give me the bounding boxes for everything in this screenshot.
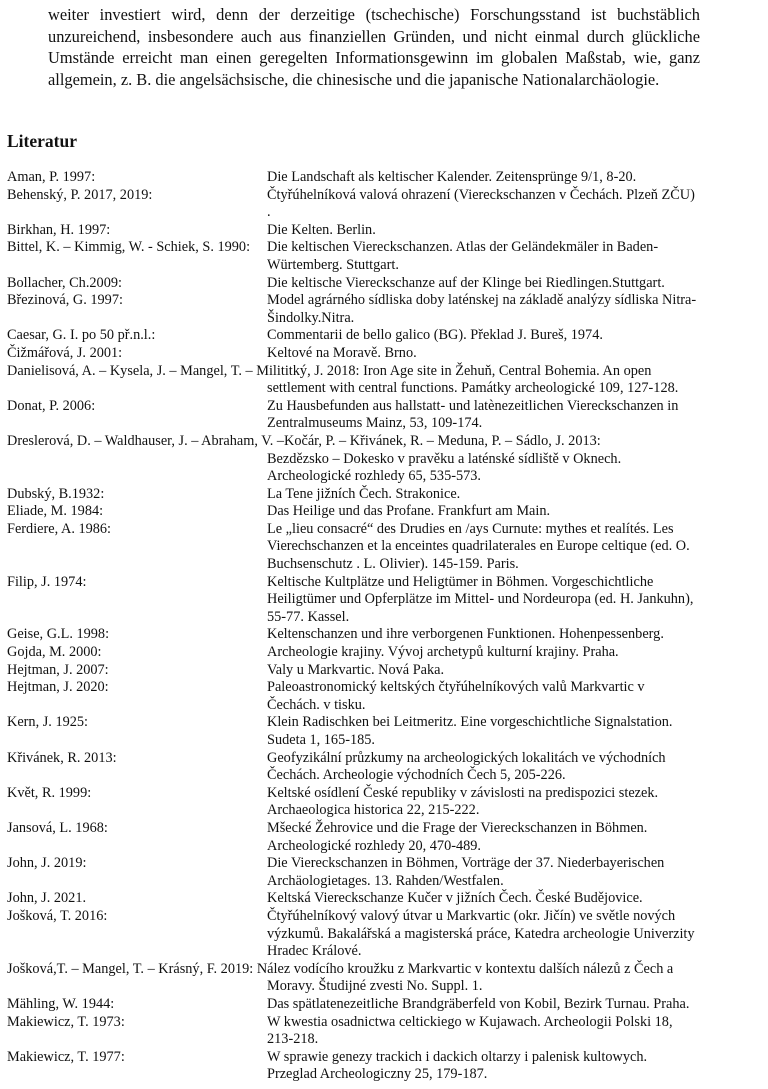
reference-entry xyxy=(7,398,752,433)
reference-work: W kwestia osadnictwa celtickiego w Kujawach. Archeologii Polski 18, 213-218. xyxy=(267,1013,673,1048)
reference-author: Dubský, B.1932: xyxy=(7,485,105,502)
reference-author: Jansová, L. 1968: xyxy=(7,819,108,836)
reference-work: Valy u Markvartic. Nová Paka. xyxy=(267,661,445,678)
reference-entry xyxy=(7,239,752,274)
reference-entry xyxy=(7,820,752,855)
reference-author: Čižmářová, J. 2001: xyxy=(7,344,123,361)
reference-work: Die Kelten. Berlin. xyxy=(267,221,376,238)
reference-work: Mšecké Žehrovice und die Frage der Viereckschanzen in Böhmen. Archeologické rozhledy 20, 470-489. xyxy=(267,819,648,854)
reference-work: Čtyřúhelníková valová ohrazení (Viereckschanzen v Čechách. Plzeň ZČU) . xyxy=(267,186,695,221)
reference-author: Aman, P. 1997: xyxy=(7,169,96,185)
reference-work: Keltenschanzen und ihre verborgenen Funktionen. Hohenpessenberg. xyxy=(267,626,664,643)
reference-entry xyxy=(7,996,752,1014)
reference-entry xyxy=(7,662,752,680)
reference-author: Geise, G.L. 1998: xyxy=(7,626,110,643)
reference-author: Bittel, K. – Kimmig, W. - Schiek, S. 1990: xyxy=(7,239,251,256)
reference-entry xyxy=(7,574,752,627)
reference-entry xyxy=(7,521,752,574)
reference-author: Kern, J. 1925: xyxy=(7,714,89,731)
reference-work: Die keltische Viereckschanze auf der Klinge bei Riedlingen.Stuttgart. xyxy=(267,274,665,291)
reference-author: Filip, J. 1974: xyxy=(7,573,87,590)
reference-work: Das Heilige und das Profane. Frankfurt am Main. xyxy=(267,503,551,520)
reference-author: Gojda, M. 2000: xyxy=(7,644,102,661)
reference-work: Die Viereckschanzen in Böhmen, Vorträge der 37. Niederbayerischen Archäologietages. 13. Rahden/Westfalen. xyxy=(267,855,665,889)
reference-author: Birkhan, H. 1997: xyxy=(7,221,111,238)
reference-author: Květ, R. 1999: xyxy=(7,784,92,801)
intro-paragraph: weiter investiert wird, denn der derzeitige (tschechische) Forschungsstand ist buchstäblich unzureichend, insbesondere auch aus finanziellen Gründen, und nicht einmal durch glückliche Umstände erreicht man einen geregelten Informationsgewinn im globalen Maßstab, wie, ganz allgemein, z. B. die angelsächsische, die chinesische und die japanische Nationalarchäologie. xyxy=(48,5,700,89)
reference-entry xyxy=(7,363,752,398)
reference-work-continuation: Moravy. Študijné zvesti No. Suppl. 1. xyxy=(267,978,483,995)
reference-author: Eliade, M. 1984: xyxy=(7,503,104,520)
reference-entry xyxy=(7,644,752,662)
reference-work: W sprawie genezy trackich i dackich oltarzy i palenisk kultowych. Przeglad Archeologiczny 25, 179-187. xyxy=(267,1048,648,1083)
reference-work: Keltové na Moravě. Brno. xyxy=(267,344,417,361)
reference-work: Die keltischen Viereckschanzen. Atlas der Geländekmäler in Baden-Würtemberg. Stuttgart. xyxy=(267,239,659,273)
reference-entry xyxy=(7,855,752,890)
reference-work: Čtyřúhelníkový valový útvar u Markvartic (okr. Jičín) ve světle nových výzkumů. Bakalářská a magisterská práce, Katedra archeologie Univerzity Hradec Králové. xyxy=(267,907,695,960)
reference-entry xyxy=(7,292,752,327)
reference-work-continuation: settlement with central functions. Památky archeologické 109, 127-128. xyxy=(267,380,679,397)
reference-entry xyxy=(7,714,752,749)
reference-author: Bollacher, Ch.2009: xyxy=(7,274,122,291)
reference-work: Nález vodícího kroužku z Markvartic v kontextu dalších nálezů z Čech a xyxy=(256,960,674,977)
reference-entry xyxy=(7,679,752,714)
reference-entry xyxy=(7,785,752,820)
reference-entry xyxy=(7,961,752,996)
reference-work: Keltische Kultplätze und Heligtümer in Böhmen. Vorgeschichtliche Heiligtümer und Opferplätze im Mittel- und Nordeuropa (ed. H. Jankuhn), 55-77. Kassel. xyxy=(267,573,694,625)
reference-author: Jošková,T. – Mangel, T. – Krásný, F. 2019: xyxy=(7,960,254,977)
reference-work: Paleoastronomický keltských čtyřúhelníkových valů Markvartic v Čechách. v tisku. xyxy=(267,679,645,713)
reference-work: Zu Hausbefunden aus hallstatt- und latènezeitlichen Viereckschanzen in Zentralmuseums Mainz, 53, 109-174. xyxy=(267,397,679,432)
reference-entry xyxy=(7,503,752,521)
reference-author: Caesar, G. I. po 50 př.n.l.: xyxy=(7,327,156,344)
reference-author: Dreslerová, D. – Waldhauser, J. – Abraham, V. –Kočár, P. – Křivánek, R. – Meduna, P. – Sádlo, J. 2013: xyxy=(7,432,601,449)
reference-work: Archeologie krajiny. Vývoj archetypů kulturní krajiny. Praha. xyxy=(267,644,619,661)
reference-entry xyxy=(7,1049,752,1084)
reference-author: Březinová, G. 1997: xyxy=(7,292,123,309)
reference-entry xyxy=(7,890,752,908)
reference-work: Commentarii de bello galico (BG). Překlad J. Bureš, 1974. xyxy=(267,327,603,344)
reference-author: Danielisová, A. – Kysela, J. – Mangel, T. – Milititký, J. 2018: xyxy=(7,362,360,379)
reference-author: Hejtman, J. 2020: xyxy=(7,679,109,696)
reference-work: Model agrárného sídliska doby laténskej na základě analýzy sídliska Nitra-Šindolky.Nitra. xyxy=(267,292,697,326)
reference-entry xyxy=(7,486,752,504)
reference-list xyxy=(7,169,752,1084)
reference-work: Keltská Viereckschanze Kučer v jižních Čech. České Budějovice. xyxy=(267,890,643,907)
reference-entry xyxy=(7,187,752,222)
reference-entry xyxy=(7,169,752,187)
reference-entry xyxy=(7,222,752,240)
reference-entry xyxy=(7,626,752,644)
reference-entry xyxy=(7,275,752,293)
reference-author: Jošková, T. 2016: xyxy=(7,907,108,924)
reference-work: Iron Age site in Žehuň, Central Bohemia. An open xyxy=(363,362,652,379)
reference-author: Hejtman, J. 2007: xyxy=(7,661,109,678)
reference-work: Die Landschaft als keltischer Kalender. Zeitensprünge 9/1, 8-20. xyxy=(267,169,637,185)
section-heading: Literatur xyxy=(7,131,77,151)
reference-entry xyxy=(7,1014,752,1049)
reference-author: Donat, P. 2006: xyxy=(7,397,96,414)
reference-author: Mähling, W. 1944: xyxy=(7,995,115,1012)
reference-entry xyxy=(7,433,752,486)
reference-entry xyxy=(7,908,752,961)
reference-author: John, J. 2021. xyxy=(7,890,87,907)
reference-entry xyxy=(7,327,752,345)
reference-author: Behenský, P. 2017, 2019: xyxy=(7,186,153,203)
reference-work: Klein Radischken bei Leitmeritz. Eine vorgeschichtliche Signalstation. Sudeta 1, 165-185. xyxy=(267,714,673,748)
reference-author: Makiewicz, T. 1973: xyxy=(7,1013,125,1030)
reference-work: Bezdězsko – Dokesko v pravěku a laténské sídliště v Oknech. Archeologické rozhledy 65, 535-573. xyxy=(267,450,622,485)
reference-work: Le „lieu consacré“ des Drudies en /ays Curnute: mythes et realítés. Les Vierechschanzen et la enceintes quadrilaterales en Europe celtique (ed. O. Buchsenschutz . L. Olivier). 145-159. Paris. xyxy=(267,520,690,573)
reference-work: La Tene jižních Čech. Strakonice. xyxy=(267,485,461,502)
reference-author: Ferdiere, A. 1986: xyxy=(7,520,112,537)
reference-work: Keltské osídlení České republiky v závislosti na predispozici stezek. Archaeologica historica 22, 215-222. xyxy=(267,784,659,819)
reference-author: John, J. 2019: xyxy=(7,855,87,872)
reference-author: Křivánek, R. 2013: xyxy=(7,749,117,766)
reference-entry xyxy=(7,750,752,785)
reference-author: Makiewicz, T. 1977: xyxy=(7,1048,125,1065)
reference-work: Geofyzikální průzkumy na archeologických lokalitách ve východních Čechách. Archeologie východních Čech 5, 205-226. xyxy=(267,749,666,784)
reference-entry xyxy=(7,345,752,363)
reference-work: Das spätlatenezeitliche Brandgräberfeld von Kobil, Bezirk Turnau. Praha. xyxy=(267,995,690,1012)
